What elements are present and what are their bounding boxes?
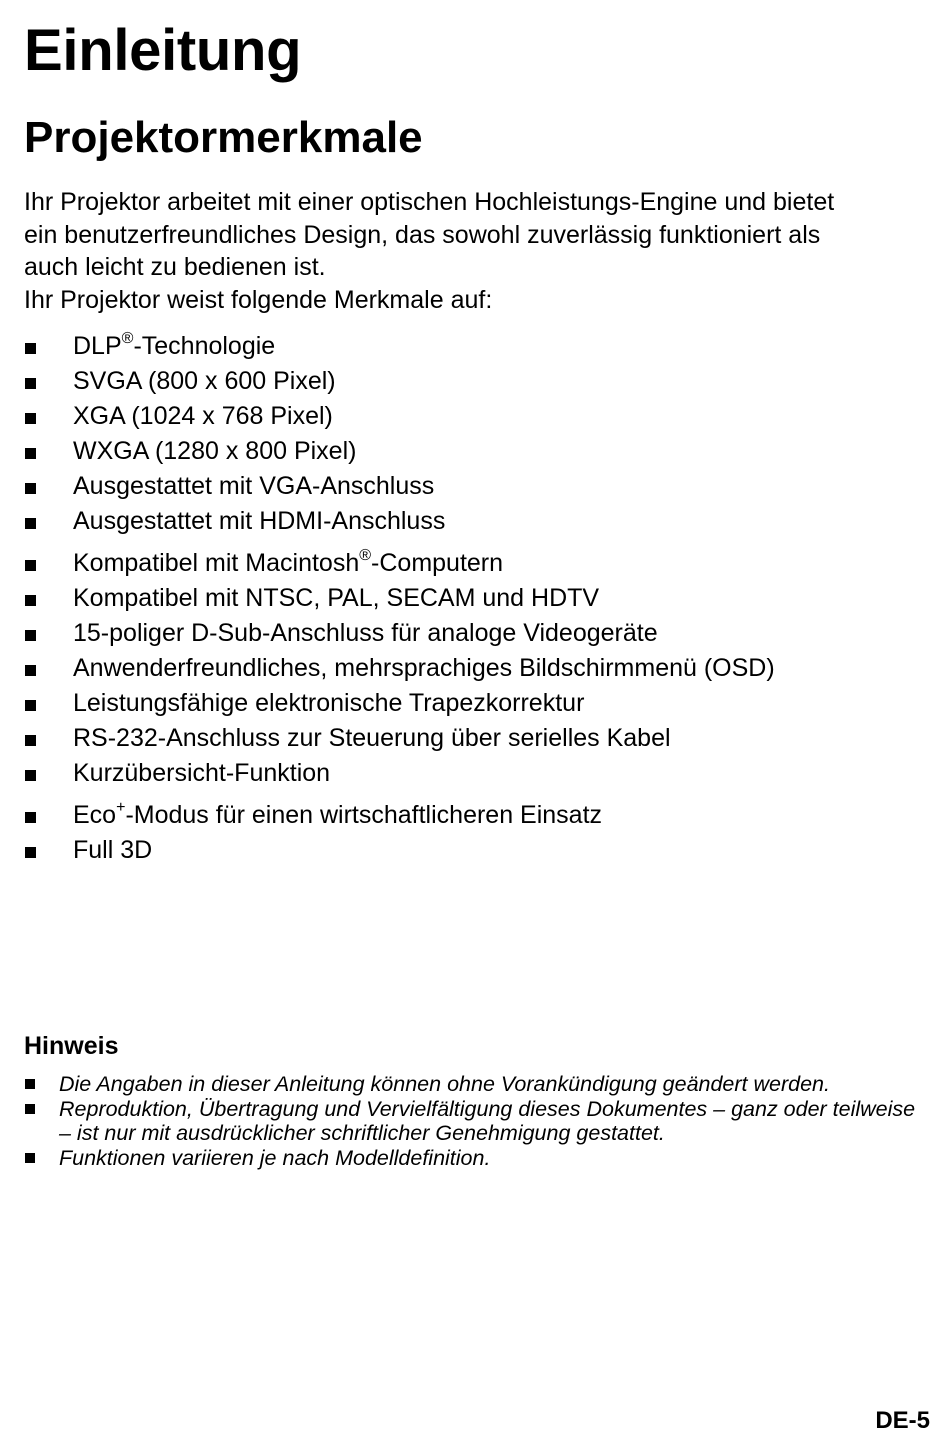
square-bullet-icon <box>25 1079 35 1089</box>
plus-mark: + <box>116 798 126 816</box>
feature-text: Kompatibel mit Macintosh®-Computern <box>73 546 504 577</box>
list-item <box>24 434 924 469</box>
list-item <box>24 469 924 504</box>
list-item <box>24 721 924 756</box>
square-bullet-icon <box>25 665 36 676</box>
feature-text: 15-poliger D-Sub-Anschluss für analoge Videogeräte <box>73 619 658 647</box>
feature-text: Leistungsfähige elektronische Trapezkorrektur <box>73 689 585 717</box>
feature-text: XGA (1024 x 768 Pixel) <box>73 402 333 430</box>
page-number: DE-5 <box>875 1407 930 1434</box>
square-bullet-icon <box>25 343 36 354</box>
intro-line: ein benutzerfreundliches Design, das sowohl zuverlässig funktioniert als <box>24 220 821 249</box>
note-item <box>24 1146 928 1171</box>
square-bullet-icon <box>25 378 36 389</box>
square-bullet-icon <box>25 413 36 424</box>
note-title: Hinweis <box>24 1032 119 1060</box>
intro-line: auch leicht zu bedienen ist. <box>24 253 326 281</box>
square-bullet-icon <box>25 1104 35 1114</box>
note-list <box>24 1072 928 1170</box>
feature-text: Kurzübersicht-Funktion <box>73 759 331 787</box>
note-text: Funktionen variieren je nach Modelldefinition. <box>59 1145 491 1170</box>
feature-text: Full 3D <box>73 836 153 864</box>
list-item <box>24 539 924 581</box>
intro-line: Ihr Projektor weist folgende Merkmale auf: <box>24 285 493 314</box>
square-bullet-icon <box>25 518 36 529</box>
list-item <box>24 756 924 791</box>
feature-list <box>24 322 924 868</box>
feature-text: Ausgestattet mit VGA-Anschluss <box>73 472 435 500</box>
square-bullet-icon <box>25 595 36 606</box>
square-bullet-icon <box>25 1153 35 1163</box>
note-text: Reproduktion, Übertragung und Vervielfältigung dieses Dokumentes – ganz oder teilweise – ist nur mit ausdrücklicher schriftlicher Genehmigung gestattet. <box>59 1096 916 1145</box>
square-bullet-icon <box>25 770 36 781</box>
feature-text: RS-232-Anschluss zur Steuerung über serielles Kabel <box>73 724 671 752</box>
square-bullet-icon <box>25 735 36 746</box>
list-item <box>24 833 924 868</box>
list-item <box>24 686 924 721</box>
feature-text: Ausgestattet mit HDMI-Anschluss <box>73 507 446 535</box>
list-item <box>24 581 924 616</box>
list-item <box>24 504 924 539</box>
list-item <box>24 364 924 399</box>
square-bullet-icon <box>25 483 36 494</box>
page-title: Einleitung <box>24 18 302 83</box>
feature-text: Kompatibel mit NTSC, PAL, SECAM und HDTV <box>73 584 600 612</box>
list-item <box>24 651 924 686</box>
square-bullet-icon <box>25 847 36 858</box>
intro-paragraph <box>24 186 924 316</box>
note-item <box>24 1072 928 1097</box>
list-item <box>24 791 924 833</box>
square-bullet-icon <box>25 560 36 571</box>
feature-text: WXGA (1280 x 800 Pixel) <box>73 437 357 465</box>
note-item <box>24 1097 928 1146</box>
feature-text: DLP®-Technologie <box>73 329 276 360</box>
square-bullet-icon <box>25 700 36 711</box>
square-bullet-icon <box>25 448 36 459</box>
feature-text: Anwenderfreundliches, mehrsprachiges Bildschirmmenü (OSD) <box>73 654 775 682</box>
intro-line: Ihr Projektor arbeitet mit einer optischen Hochleistungs-Engine und bietet <box>24 188 835 216</box>
square-bullet-icon <box>25 812 36 823</box>
feature-text: Eco+-Modus für einen wirtschaftlicheren Einsatz <box>73 798 603 829</box>
feature-text: SVGA (800 x 600 Pixel) <box>73 367 336 395</box>
list-item <box>24 616 924 651</box>
square-bullet-icon <box>25 630 36 641</box>
registered-mark: ® <box>121 329 134 347</box>
registered-mark: ® <box>359 546 372 564</box>
section-title: Projektormerkmale <box>24 113 423 162</box>
list-item <box>24 322 924 364</box>
note-text: Die Angaben in dieser Anleitung können ohne Vorankündigung geändert werden. <box>59 1072 830 1096</box>
list-item <box>24 399 924 434</box>
